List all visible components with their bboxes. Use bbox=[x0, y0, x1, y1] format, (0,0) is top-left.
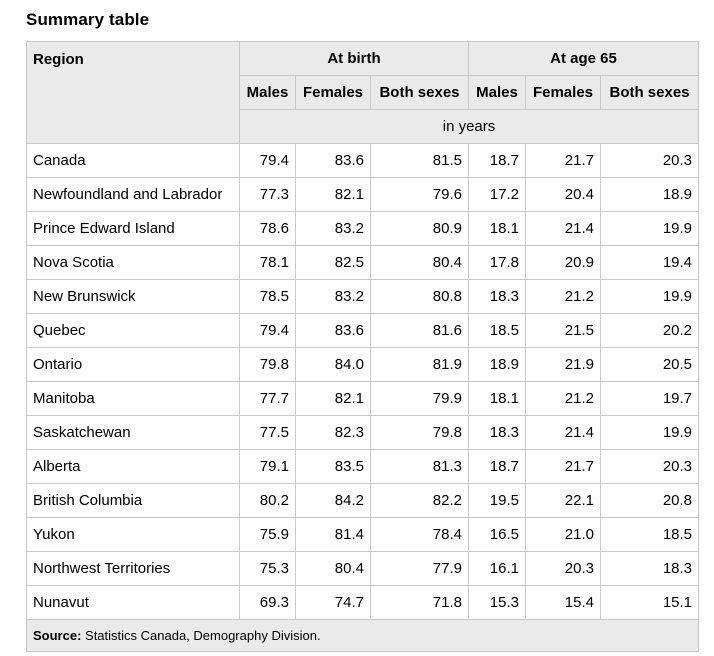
age65-both-sexes-cell: 19.4 bbox=[601, 246, 699, 280]
age65-females-cell: 21.4 bbox=[526, 416, 601, 450]
age65-both-sexes-cell: 20.3 bbox=[601, 144, 699, 178]
table-row bbox=[27, 586, 699, 620]
birth-females-cell: 83.2 bbox=[296, 212, 371, 246]
birth-both-sexes-header: Both sexes bbox=[371, 76, 469, 110]
age65-females-cell: 21.7 bbox=[526, 450, 601, 484]
table-row bbox=[27, 484, 699, 518]
birth-males-cell: 77.3 bbox=[240, 178, 296, 212]
table-row bbox=[27, 450, 699, 484]
table-row bbox=[27, 552, 699, 586]
age65-females-cell: 21.9 bbox=[526, 348, 601, 382]
birth-males-cell: 80.2 bbox=[240, 484, 296, 518]
birth-males-cell: 77.7 bbox=[240, 382, 296, 416]
birth-males-header: Males bbox=[240, 76, 296, 110]
region-header: Region bbox=[27, 42, 240, 144]
age65-females-cell: 21.2 bbox=[526, 382, 601, 416]
age65-both-sexes-header: Both sexes bbox=[601, 76, 699, 110]
age65-females-cell: 21.2 bbox=[526, 280, 601, 314]
table-row bbox=[27, 178, 699, 212]
region-cell: New Brunswick bbox=[27, 280, 240, 314]
birth-females-cell: 81.4 bbox=[296, 518, 371, 552]
age65-females-cell: 21.0 bbox=[526, 518, 601, 552]
table-title: Summary table bbox=[26, 10, 150, 29]
birth-both-sexes-cell: 77.9 bbox=[371, 552, 469, 586]
birth-males-cell: 79.1 bbox=[240, 450, 296, 484]
birth-females-cell: 82.1 bbox=[296, 178, 371, 212]
birth-both-sexes-cell: 81.3 bbox=[371, 450, 469, 484]
age65-males-cell: 17.2 bbox=[469, 178, 526, 212]
birth-males-cell: 75.9 bbox=[240, 518, 296, 552]
region-cell: Newfoundland and Labrador bbox=[27, 178, 240, 212]
age65-males-cell: 18.3 bbox=[469, 416, 526, 450]
table-row bbox=[27, 518, 699, 552]
birth-females-cell: 83.2 bbox=[296, 280, 371, 314]
age65-males-cell: 18.1 bbox=[469, 382, 526, 416]
region-cell: Quebec bbox=[27, 314, 240, 348]
table-row bbox=[27, 212, 699, 246]
age65-both-sexes-cell: 19.9 bbox=[601, 416, 699, 450]
birth-females-header: Females bbox=[296, 76, 371, 110]
source-label: Source: bbox=[33, 628, 82, 643]
region-cell: British Columbia bbox=[27, 484, 240, 518]
age65-males-cell: 18.7 bbox=[469, 450, 526, 484]
region-cell: Saskatchewan bbox=[27, 416, 240, 450]
birth-females-cell: 83.5 bbox=[296, 450, 371, 484]
table-row bbox=[27, 144, 699, 178]
age65-males-cell: 18.3 bbox=[469, 280, 526, 314]
table-row bbox=[27, 382, 699, 416]
birth-males-cell: 79.4 bbox=[240, 144, 296, 178]
age65-males-cell: 18.1 bbox=[469, 212, 526, 246]
birth-males-cell: 78.6 bbox=[240, 212, 296, 246]
birth-males-cell: 79.8 bbox=[240, 348, 296, 382]
region-cell: Alberta bbox=[27, 450, 240, 484]
birth-females-cell: 84.0 bbox=[296, 348, 371, 382]
birth-both-sexes-cell: 78.4 bbox=[371, 518, 469, 552]
age65-females-cell: 20.4 bbox=[526, 178, 601, 212]
region-cell: Prince Edward Island bbox=[27, 212, 240, 246]
age65-females-cell: 21.5 bbox=[526, 314, 601, 348]
age65-females-cell: 20.3 bbox=[526, 552, 601, 586]
region-cell: Canada bbox=[27, 144, 240, 178]
birth-both-sexes-cell: 81.5 bbox=[371, 144, 469, 178]
birth-males-cell: 78.1 bbox=[240, 246, 296, 280]
birth-females-cell: 82.3 bbox=[296, 416, 371, 450]
table-row bbox=[27, 416, 699, 450]
age65-both-sexes-cell: 20.8 bbox=[601, 484, 699, 518]
table-body bbox=[27, 144, 699, 620]
birth-both-sexes-cell: 80.9 bbox=[371, 212, 469, 246]
region-cell: Northwest Territories bbox=[27, 552, 240, 586]
birth-both-sexes-cell: 82.2 bbox=[371, 484, 469, 518]
birth-females-cell: 82.1 bbox=[296, 382, 371, 416]
age65-both-sexes-cell: 20.5 bbox=[601, 348, 699, 382]
age65-males-header: Males bbox=[469, 76, 526, 110]
birth-males-cell: 78.5 bbox=[240, 280, 296, 314]
age65-both-sexes-cell: 20.2 bbox=[601, 314, 699, 348]
age65-both-sexes-cell: 18.5 bbox=[601, 518, 699, 552]
source-note bbox=[27, 620, 699, 652]
source-text: Statistics Canada, Demography Division. bbox=[81, 628, 321, 643]
age65-both-sexes-cell: 20.3 bbox=[601, 450, 699, 484]
birth-both-sexes-cell: 79.9 bbox=[371, 382, 469, 416]
table-row bbox=[27, 348, 699, 382]
age65-both-sexes-cell: 19.7 bbox=[601, 382, 699, 416]
age65-females-cell: 20.9 bbox=[526, 246, 601, 280]
table-row bbox=[27, 314, 699, 348]
region-cell: Yukon bbox=[27, 518, 240, 552]
at-age-65-header: At age 65 bbox=[469, 42, 699, 76]
birth-both-sexes-cell: 71.8 bbox=[371, 586, 469, 620]
age65-males-cell: 18.7 bbox=[469, 144, 526, 178]
age65-both-sexes-cell: 18.9 bbox=[601, 178, 699, 212]
birth-females-cell: 80.4 bbox=[296, 552, 371, 586]
age65-males-cell: 18.5 bbox=[469, 314, 526, 348]
table-row bbox=[27, 246, 699, 280]
age65-females-cell: 22.1 bbox=[526, 484, 601, 518]
birth-both-sexes-cell: 81.6 bbox=[371, 314, 469, 348]
age65-males-cell: 16.5 bbox=[469, 518, 526, 552]
region-cell: Nunavut bbox=[27, 586, 240, 620]
age65-both-sexes-cell: 19.9 bbox=[601, 280, 699, 314]
birth-females-cell: 84.2 bbox=[296, 484, 371, 518]
region-cell: Manitoba bbox=[27, 382, 240, 416]
birth-both-sexes-cell: 79.8 bbox=[371, 416, 469, 450]
age65-females-header: Females bbox=[526, 76, 601, 110]
birth-both-sexes-cell: 79.6 bbox=[371, 178, 469, 212]
birth-females-cell: 74.7 bbox=[296, 586, 371, 620]
age65-males-cell: 19.5 bbox=[469, 484, 526, 518]
units-header: in years bbox=[240, 110, 699, 144]
region-cell: Ontario bbox=[27, 348, 240, 382]
birth-males-cell: 79.4 bbox=[240, 314, 296, 348]
age65-both-sexes-cell: 15.1 bbox=[601, 586, 699, 620]
age65-both-sexes-cell: 18.3 bbox=[601, 552, 699, 586]
age65-females-cell: 21.4 bbox=[526, 212, 601, 246]
birth-both-sexes-cell: 80.8 bbox=[371, 280, 469, 314]
region-cell: Nova Scotia bbox=[27, 246, 240, 280]
age65-males-cell: 15.3 bbox=[469, 586, 526, 620]
at-birth-header: At birth bbox=[240, 42, 469, 76]
birth-both-sexes-cell: 81.9 bbox=[371, 348, 469, 382]
age65-females-cell: 21.7 bbox=[526, 144, 601, 178]
age65-both-sexes-cell: 19.9 bbox=[601, 212, 699, 246]
table-row bbox=[27, 280, 699, 314]
birth-both-sexes-cell: 80.4 bbox=[371, 246, 469, 280]
age65-males-cell: 16.1 bbox=[469, 552, 526, 586]
birth-females-cell: 83.6 bbox=[296, 144, 371, 178]
age65-males-cell: 17.8 bbox=[469, 246, 526, 280]
birth-females-cell: 83.6 bbox=[296, 314, 371, 348]
birth-males-cell: 77.5 bbox=[240, 416, 296, 450]
birth-females-cell: 82.5 bbox=[296, 246, 371, 280]
birth-males-cell: 75.3 bbox=[240, 552, 296, 586]
age65-females-cell: 15.4 bbox=[526, 586, 601, 620]
birth-males-cell: 69.3 bbox=[240, 586, 296, 620]
age65-males-cell: 18.9 bbox=[469, 348, 526, 382]
summary-table bbox=[26, 41, 699, 652]
